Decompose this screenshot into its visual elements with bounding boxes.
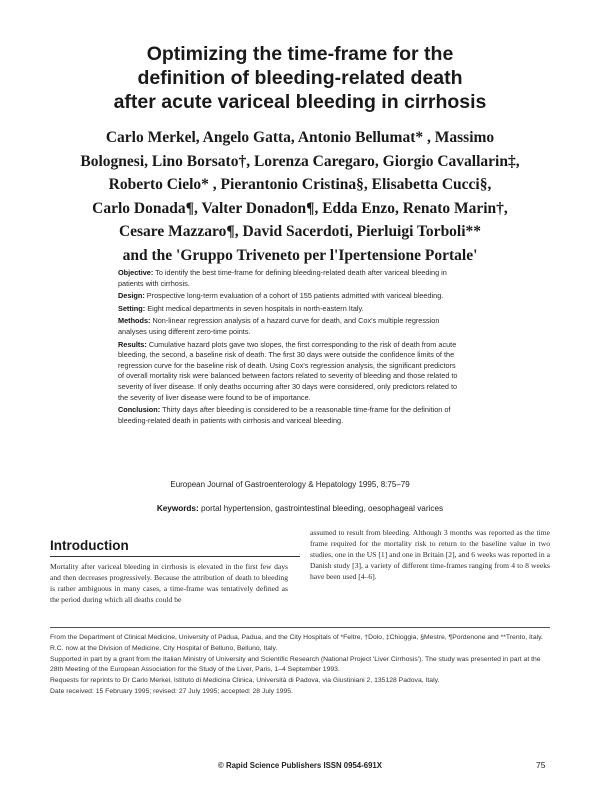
abstract-label: Conclusion: <box>118 405 161 415</box>
abstract-results <box>118 340 462 404</box>
abstract <box>118 268 462 428</box>
page-number: 75 <box>536 760 546 770</box>
abstract-conclusion <box>118 405 462 426</box>
abstract-setting <box>118 304 462 315</box>
footnotes <box>50 633 550 699</box>
keywords <box>60 504 540 513</box>
title-line: Optimizing the time-frame for the <box>146 43 454 65</box>
abstract-text: Non-linear regression analysis of a hazard curve for death, and Cox's multiple regression analyses using different zero-time points. <box>118 316 440 336</box>
journal-citation: European Journal of Gastroenterology & Hepatology 1995, 8:75–79 <box>170 480 410 489</box>
author-line: Carlo Merkel, Angelo Gatta, Antonio Bellumat* , Massimo <box>105 129 495 146</box>
abstract-label: Methods: <box>118 316 151 326</box>
title-line: after acute variceal bleeding in cirrhosis <box>113 91 487 113</box>
abstract-text: Thirty days after bleeding is considered to be a reasonable time-frame for the definition of bleeding-related death in patients with cirrhosis and variceal bleeding. <box>118 405 451 425</box>
publisher-line: © Rapid Science Publishers ISSN 0954-691X <box>218 761 382 770</box>
heading-divider <box>50 556 300 557</box>
abstract-label: Objective: <box>118 268 154 277</box>
keywords-text: portal hypertension, gastrointestinal bleeding, oesophageal varices <box>200 504 444 513</box>
author-line: Bolognesi, Lino Borsato†, Lorenza Caregaro, Giorgio Cavallarin‡, <box>80 152 520 170</box>
abstract-label: Results: <box>118 339 147 349</box>
introduction-heading: Introduction <box>50 538 129 553</box>
author-line: Carlo Donada¶, Valter Donadon¶, Edda Enzo, Renato Marin†, <box>92 199 508 217</box>
title-line: definition of bleeding-related death <box>137 67 463 89</box>
author-line: Roberto Cielo* , Pierantonio Cristina§, Elisabetta Cucci§, <box>108 176 492 194</box>
author-line: and the 'Gruppo Triveneto per l'Ipertensione Portale' <box>122 246 478 264</box>
abstract-objective <box>118 268 462 289</box>
intro-column-left: Mortality after variceal bleeding in cirrhosis is elevated in the first few days and then decreases progressively. Because the attribution of death to bleeding is rather ambiguous in many cases, a time-frame was tentatively defined as the period during which all deaths could be <box>50 562 288 604</box>
abstract-text: Cumulative hazard plots gave two slopes, the first corresponding to the risk of death from acute bleeding, the second, a baseline risk of death. The first 30 days were outside the confidence limits of the regression curve for the baseline risk of death. Using Cox's regression analysis, the significant predictors of overall mortality risk were balanced between factors related to severity of bleeding and those related to severity of liver disease. If only deaths occurring after 30 days were considered, only predictors related to the severity of liver disease were found to be of importance. <box>118 339 458 402</box>
abstract-label: Design: <box>118 291 145 301</box>
article-title <box>90 42 510 114</box>
footnote-affiliation: From the Department of Clinical Medicine, University of Padua, Padua, and the City Hospitals of *Feltre, †Dolo, ‡Chioggia, §Mestre, ¶Pordenone and **Trento, Italy. <box>50 634 543 641</box>
author-list <box>40 126 560 268</box>
footnote-support: Supported in part by a grant from the Italian Ministry of University and Scientific Research (National Project 'Liver Cirrhosis'). The study was presented in part at the 28th Meeting of the European Association for the Study of the Liver, Paris, 1–4 September 1993. <box>50 656 541 673</box>
abstract-label: Setting: <box>118 303 146 313</box>
footnote-divider <box>50 627 550 628</box>
abstract-text: To identify the best time-frame for defining bleeding-related death after variceal bleeding in patients with cirrhosis. <box>118 268 447 288</box>
intro-column-right: assumed to result from bleeding. Although 3 months was reported as the time frame required for the mortality risk to return to the baseline value in two studies, one in the US [1] and one in Britain [2], and 6 weeks was reported in a Danish study [3], a variety of different time-frames ranging from 4 to 8 weeks have been used [4–6]. <box>310 528 550 581</box>
abstract-design <box>118 291 462 302</box>
footnote-reprints: Requests for reprints to Dr Carlo Merkel, Istituto di Medicina Clinica, Università di Padova, via Giustiniani 2, 135128 Padova, Italy. <box>50 677 440 685</box>
footnote-dates: Date received: 15 February 1995; revised: 27 July 1995; accepted: 28 July 1995. <box>50 688 293 696</box>
footnote-note: R.C. now at the Division of Medicine, City Hospital of Belluno, Belluno, Italy. <box>50 645 278 653</box>
abstract-methods <box>118 316 462 337</box>
abstract-text: Prospective long-term evaluation of a cohort of 155 patients admitted with variceal bleeding. <box>146 291 444 301</box>
author-line: Cesare Mazzaro¶, David Sacerdoti, Pierluigi Torboli** <box>118 223 482 241</box>
abstract-text: Eight medical departments in seven hospitals in north-eastern Italy. <box>147 303 364 313</box>
keywords-label: Keywords: <box>156 504 199 513</box>
